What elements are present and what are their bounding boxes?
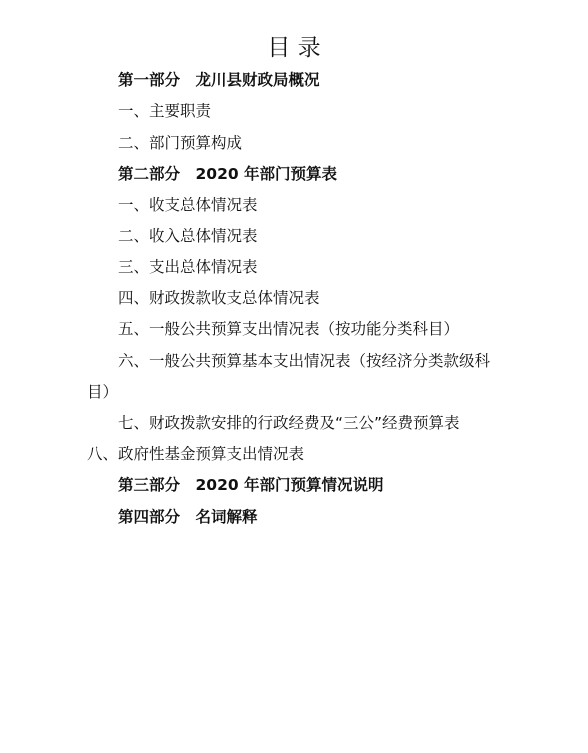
toc-item-government-fund: 八、政府性基金预算支出情况表: [87, 445, 305, 463]
toc-item-main-duties: 一、主要职责: [118, 102, 212, 120]
toc-part-1: 第一部分 龙川县财政局概况: [118, 71, 320, 89]
toc-part-4: 第四部分 名词解释: [118, 508, 258, 526]
toc-item-revenue-expenditure: 一、收支总体情况表: [118, 196, 258, 214]
toc-part-3: 第三部分 2020 年部门预算情况说明: [118, 476, 384, 494]
toc-item-administrative-three-public: 七、财政拨款安排的行政经费及“三公”经费预算表: [118, 414, 460, 432]
toc-item-revenue: 二、收入总体情况表: [118, 227, 258, 245]
toc-item-budget-composition: 二、部门预算构成: [118, 134, 243, 152]
toc-item-general-public-budget-functional: 五、一般公共预算支出情况表（按功能分类科目）: [118, 320, 460, 338]
toc-item-general-public-budget-economic-cont: 目）: [87, 383, 119, 401]
toc-item-fiscal-allocation: 四、财政拨款收支总体情况表: [118, 289, 320, 307]
toc-item-general-public-budget-economic: 六、一般公共预算基本支出情况表（按经济分类款级科: [118, 352, 491, 370]
toc-part-2: 第二部分 2020 年部门预算表: [118, 165, 338, 183]
toc-item-expenditure: 三、支出总体情况表: [118, 258, 258, 276]
toc-title: 目 录: [267, 35, 321, 61]
